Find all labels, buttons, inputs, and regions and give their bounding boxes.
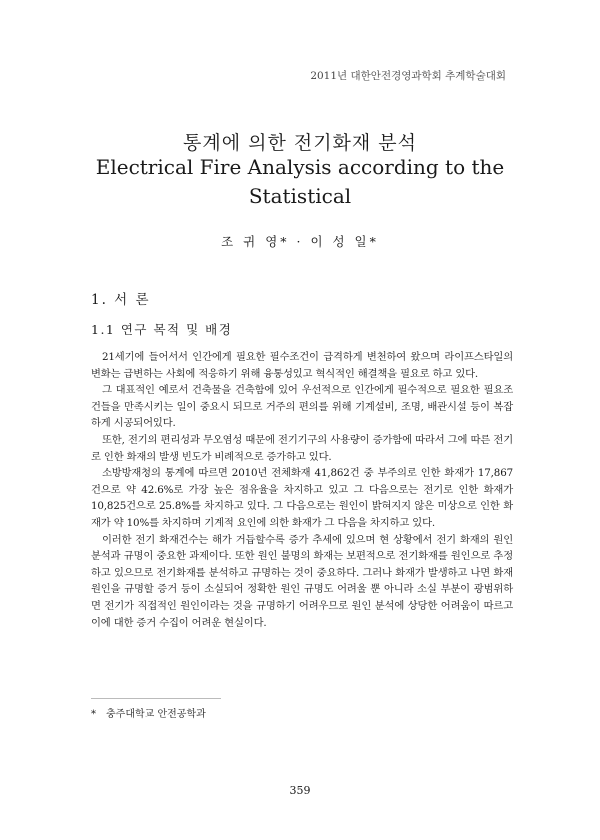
section-heading: 1. 서 론	[91, 292, 151, 308]
title-english: Electrical Fire Analysis according to the Statistical	[95, 155, 505, 208]
page-number: 359	[289, 784, 311, 797]
footnote-affiliation: 충주대학교 안전공학과	[106, 709, 206, 720]
conference-header: 2011년 대한안전경영과학회 추계학술대회	[310, 70, 506, 82]
footnote-mark: *	[91, 709, 96, 720]
footnote-divider	[91, 698, 221, 699]
paragraph: 그 대표적인 예로서 건축물을 건축함에 있어 우선적으로 인간에게 필수적으로 필요한 필요조건들을 만족시키는 일이 중요시 되므로 거주의 편의를 위해 기계설비, 조명, 배관시설 등이 복잡하게 시공되어있다.	[91, 384, 513, 430]
paragraph: 21세기에 들어서서 인간에게 필요한 필수조건이 급격하게 변천하여 왔으며 라이프스타일의 변화는 급변하는 사회에 적응하기 위해 융통성있고 혁식적인 해결책을 필요로 하고 있다.	[91, 351, 513, 380]
paragraph: 또한, 전기의 편리성과 무오염성 때문에 전기기구의 사용량이 증가함에 따라서 그에 따른 전기로 인한 화재의 발생 빈도가 비례적으로 증가하고 있다.	[91, 433, 513, 463]
subsection-heading: 1.1 연구 목적 및 배경	[91, 322, 233, 337]
paragraph: 소방방재청의 통계에 따르면 2010년 전체화재 41,862건 중 부주의로 인한 화재가 17,867건으로 약 42.6%로 가장 높은 점유율을 차지하고 있고 그 다음으로는 전기로 인한 화재가 10,825건으로 25.8%를 차지하고 있다. 그 다음으로는 원인이 밝혀지지 않은 미상으로 인한 화재가 약 10%를 차지하며 기계적 요인에 의한 화재가 그 다음을 차지하고 있다.	[91, 467, 513, 529]
author-line: 조 귀 영* · 이 성 일*	[221, 234, 379, 249]
footnote	[91, 705, 206, 720]
title-korean: 통계에 의한 전기화재 분석	[182, 132, 417, 154]
paragraph: 이러한 전기 화재건수는 해가 거듭할수록 증가 추세에 있으며 현 상황에서 전기 화재의 원인 분석과 규명이 중요한 과제이다. 또한 원인 불명의 화재는 보편적으로 전기화재를 원인으로 추정하고 있으므로 전기화재를 분석하고 규명하는 것이 중요하다. 그러나 화재가 발생하고 나면 화재원인을 규명할 증거 등이 소실되어 정확한 원인 규명도 어려울 뿐 아니라 소실 부분이 광범위하면 전기가 직접적인 원인이라는 것을 규명하기 어려우므로 원인 분석에 상당한 어려움이 따르고 이에 대한 증거 수집이 어려운 현실이다.	[91, 533, 513, 629]
body-text	[91, 349, 513, 631]
